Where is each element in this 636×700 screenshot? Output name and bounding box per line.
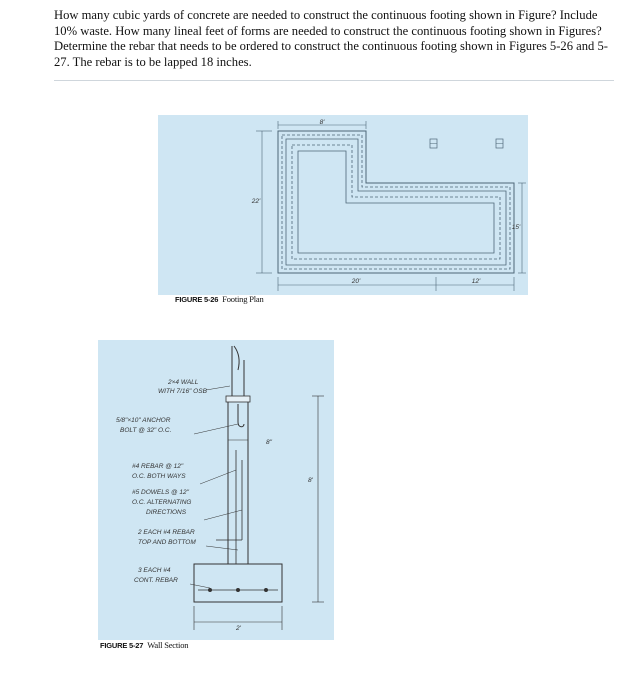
note-wall: 2×4 WALL (168, 379, 199, 386)
figure-5-26-label: FIGURE 5-26 (175, 295, 219, 304)
dim-footing-width-label: 2' (236, 625, 241, 632)
dim-top-label: 8' (319, 119, 325, 126)
figure-5-27-label: FIGURE 5-27 (100, 641, 144, 650)
dim-height-label: 8' (308, 477, 313, 484)
dim-bottom-left-label: 20' (351, 278, 361, 285)
note-rebar-2: O.C. BOTH WAYS (132, 473, 186, 480)
note-dowel-2: O.C. ALTERNATING (132, 499, 192, 506)
footing-plan-drawing (158, 115, 528, 295)
rebar-dot (236, 588, 240, 592)
rebar-dot (208, 588, 212, 592)
dim-left-label: 22' (251, 198, 261, 205)
figure-5-26-caption (175, 294, 264, 304)
question-text: How many cubic yards of concrete are needed to construct the continuous footing shown in Figure? Include 10% waste. How many lineal feet of forms are needed to construct the continuous footing shown in Figures? Determine the rebar that needs to be ordered to construct the continuous footing shown in Figures 5-26 and 5-27. The rebar is to be lapped 18 inches. (54, 8, 608, 69)
figure-5-26-title: Footing Plan (222, 294, 264, 304)
note-bar: 2 EACH #4 REBAR (138, 529, 195, 536)
note-bar-2: TOP AND BOTTOM (138, 539, 196, 546)
figure-5-27-title: Wall Section (147, 640, 189, 650)
figure-wall-section (98, 340, 334, 640)
note-cont-2: CONT. REBAR (134, 577, 178, 584)
note-dowel-3: DIRECTIONS (146, 509, 187, 516)
note-rebar: #4 REBAR @ 12" (132, 463, 184, 470)
note-cont: 3 EACH #4 (138, 567, 171, 574)
dim-bottom-right-label: 12' (471, 278, 481, 285)
sill-plate (226, 396, 250, 402)
dim-right-label: 15' (511, 224, 521, 231)
dim-wall-width-label: 8" (266, 439, 272, 446)
note-dowel: #5 DOWELS @ 12" (132, 489, 189, 496)
divider (54, 80, 614, 81)
plan-background (158, 115, 528, 295)
note-bolt-2: BOLT @ 32" O.C. (120, 427, 172, 434)
figure-5-27-caption (100, 640, 188, 650)
note-wall-2: WITH 7/16" OSB (158, 388, 207, 395)
note-bolt: 5/8"×10" ANCHOR (116, 417, 171, 424)
wall-section-drawing (98, 340, 334, 640)
figure-footing-plan (158, 115, 528, 295)
rebar-dot (264, 588, 268, 592)
